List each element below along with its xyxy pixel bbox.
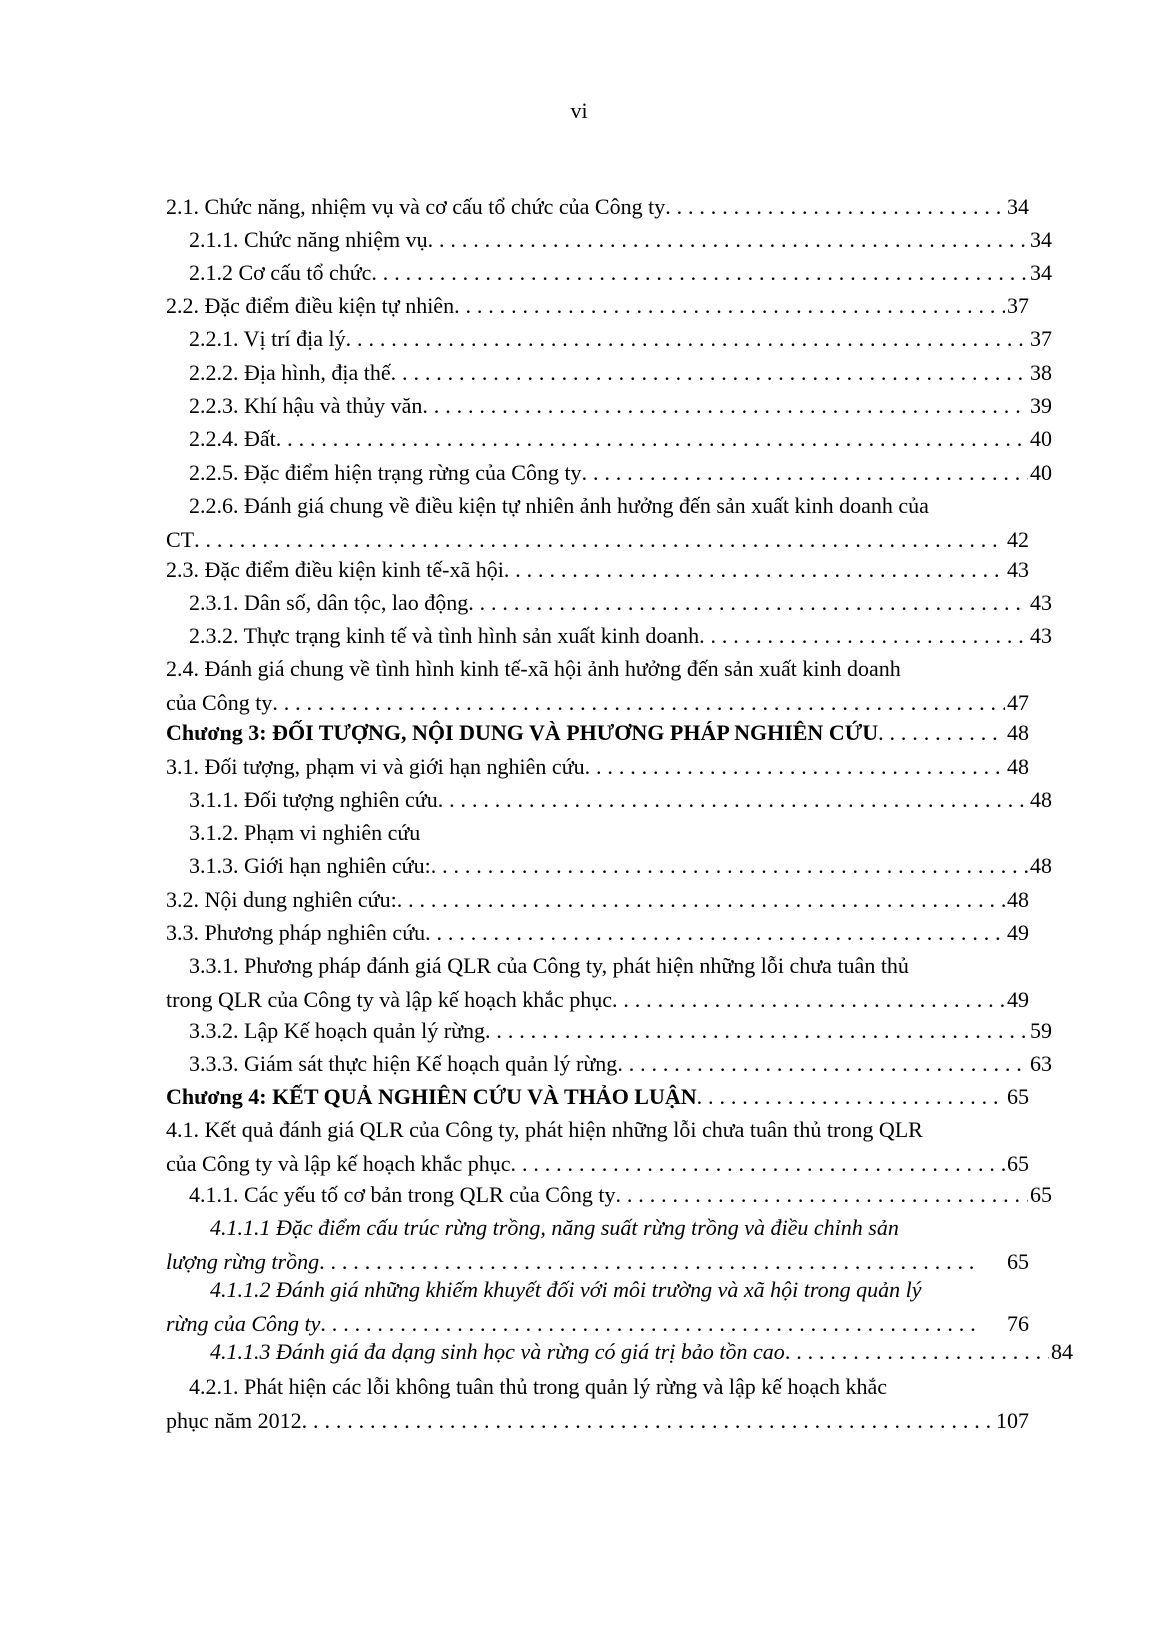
toc-label: 2.1.1. Chức năng nhiệm vụ [189,227,428,252]
toc-label: rừng của Công ty [166,1311,321,1336]
toc-entry-4-1-1[interactable] [166,1178,1052,1212]
toc-label: của Công ty [166,690,273,715]
toc-label: 2.2.4. Đất [189,426,276,451]
dot-leader [665,190,1005,224]
toc-entry-4-1-1-2[interactable] [166,1273,1029,1341]
toc-label: 3.1.1. Đối tượng nghiên cứu [189,787,438,812]
dot-leader [697,1080,1005,1114]
toc-page: 49 [1007,920,1029,945]
toc-label-line1: 4.1.1.1 Đặc điểm cấu trúc rừng trồng, năng suất rừng trồng và điều chỉnh sản [210,1215,899,1240]
dot-leader [785,1335,1049,1369]
toc-label: 3.3.3. Giám sát thực hiện Kế hoạch quản lý rừng [189,1051,618,1076]
toc-page: 49 [1007,987,1029,1012]
page-number: vi [570,98,588,123]
toc-entry-3-1-3[interactable] [166,849,1052,883]
dot-leader [391,356,1028,390]
toc-label-line1: 2.4. Đánh giá chung về tình hình kinh tế-xã hội ảnh hưởng đến sản xuất kinh doanh [166,656,901,681]
toc-page: 34 [1030,260,1052,285]
toc-page: 37 [1030,326,1052,351]
toc-page: 47 [1007,690,1029,715]
toc-page: 40 [1030,426,1052,451]
toc-entry-2-2[interactable] [166,289,1029,323]
dot-leader [346,322,1028,356]
toc-entry-2-3-2[interactable] [166,619,1052,653]
toc-entry-3-1-2[interactable] [166,816,1052,850]
toc-label: 2.3.1. Dân số, dân tộc, lao động [189,590,469,615]
toc-label: 2.3. Đặc điểm điều kiện kinh tế-xã hội [166,557,504,582]
toc-page: 59 [1030,1018,1052,1043]
toc-entry-2-1-1[interactable] [166,223,1052,257]
toc-page: 65 [1007,1249,1029,1274]
toc-entry-2-3[interactable] [166,553,1029,587]
dot-leader [617,1047,1028,1081]
dot-leader [582,456,1028,490]
dot-leader [699,619,1028,653]
toc-page: 48 [1007,720,1029,745]
toc-label: lượng rừng trồng [166,1249,320,1274]
toc-entry-3-2[interactable] [166,883,1029,917]
toc-label: phục năm 2012 [166,1408,302,1433]
toc-label: Chương 4: KẾT QUẢ NGHIÊN CỨU VÀ THẢO LUẬN [166,1084,697,1109]
toc-page: 84 [1051,1339,1073,1364]
toc-entry-3-3-2[interactable] [166,1014,1052,1048]
toc-page: 107 [996,1408,1029,1433]
toc-label: 3.1.3. Giới hạn nghiên cứu: [189,853,431,878]
dot-leader [511,1147,1005,1181]
toc-label: của Công ty và lập kế hoạch khắc phục [166,1151,511,1176]
toc-page: 34 [1030,227,1052,252]
toc-page: 65 [1007,1151,1029,1176]
toc-page: 76 [1007,1311,1029,1336]
dot-leader [397,883,1005,917]
toc-entry-3-3-1[interactable] [166,949,1029,1017]
toc-entry-2-4[interactable] [166,652,1029,720]
toc-label: 4.1.1.3 Đánh giá đa dạng sinh học và rừng có giá trị bảo tồn cao [210,1339,785,1364]
toc-label: 2.2.5. Đặc điểm hiện trạng rừng của Công ty [189,460,582,485]
toc-page: 48 [1030,787,1052,812]
toc-label: 4.1.1. Các yếu tố cơ bản trong QLR của Công ty [189,1182,616,1207]
toc-page: 43 [1007,557,1029,582]
toc-entry-2-2-6[interactable] [166,489,1029,557]
toc-entry-4-2-1[interactable] [166,1370,1029,1438]
toc-label: 2.2.3. Khí hậu và thủy văn [189,393,423,418]
toc-entry-3-3-3[interactable] [166,1047,1052,1081]
toc-entry-2-2-5[interactable] [166,456,1052,490]
toc-entry-3-1-1[interactable] [166,783,1052,817]
toc-entry-chapter-4[interactable] [166,1080,1029,1114]
toc-entry-4-1[interactable] [166,1113,1029,1181]
toc-page: 34 [1007,194,1029,219]
dot-leader [194,523,1005,557]
toc-label: 3.2. Nội dung nghiên cứu: [166,887,397,912]
toc-entry-3-3[interactable] [166,916,1029,950]
toc-entry-2-2-2[interactable] [166,356,1052,390]
dot-leader [585,750,1005,784]
dot-leader [504,553,1005,587]
toc-label: 2.2. Đặc điểm điều kiện tự nhiên [166,293,455,318]
dot-leader [428,223,1028,257]
toc-label: 2.1. Chức năng, nhiệm vụ và cơ cấu tổ chức của Công ty [166,194,666,219]
toc-page: 65 [1030,1182,1052,1207]
dot-leader [276,422,1028,456]
toc-page: 65 [1007,1084,1029,1109]
toc-label: 2.1.2 Cơ cấu tổ chức [189,260,372,285]
toc-label-line1: 4.1. Kết quả đánh giá QLR của Công ty, phát hiện những lỗi chưa tuân thủ trong QLR [166,1117,923,1142]
toc-label-line1: 2.2.6. Đánh giá chung về điều kiện tự nhiên ảnh hưởng đến sản xuất kinh doanh của [189,493,929,518]
dot-leader [616,1178,1029,1212]
toc-entry-4-1-1-1[interactable] [166,1211,1029,1279]
dot-leader [878,716,1005,750]
toc-entry-2-3-1[interactable] [166,586,1052,620]
dot-leader [468,586,1028,620]
toc-entry-2-1[interactable] [166,190,1029,224]
toc-entry-3-1[interactable] [166,750,1029,784]
toc-page: 37 [1007,293,1029,318]
toc-entry-2-1-2[interactable] [166,256,1052,290]
dot-leader [431,849,1028,883]
dot-leader [485,1014,1028,1048]
dot-leader [371,256,1028,290]
dot-leader [302,1404,994,1438]
toc-label: 3.3.2. Lập Kế hoạch quản lý rừng [189,1018,486,1043]
toc-page: 63 [1030,1051,1052,1076]
toc-page: 43 [1030,590,1052,615]
toc-label-line1: 4.2.1. Phát hiện các lỗi không tuân thủ trong quản lý rừng và lập kế hoạch khắc [189,1374,888,1399]
dot-leader [422,389,1028,423]
toc-label: CT [166,527,195,552]
toc-page: 48 [1007,754,1029,779]
toc-label: 2.2.2. Địa hình, địa thế [189,360,391,385]
toc-label: trong QLR của Công ty và lập kế hoạch khắc phục [166,987,612,1012]
toc-label: 3.3. Phương pháp nghiên cứu [166,920,426,945]
toc-page: 48 [1007,887,1029,912]
toc-page: 43 [1030,623,1052,648]
toc-label-line1: 4.1.1.2 Đánh giá những khiếm khuyết đối với môi trường và xã hội trong quản lý [210,1277,922,1302]
toc-label: 3.1.2. Phạm vi nghiên cứu [189,820,421,845]
toc-page: 40 [1030,460,1052,485]
dot-leader [425,916,1005,950]
toc-label: 3.1. Đối tượng, phạm vi và giới hạn nghiên cứu [166,754,585,779]
toc-label-line1: 3.3.1. Phương pháp đánh giá QLR của Công ty, phát hiện những lỗi chưa tuân thủ [189,953,909,978]
toc-entry-2-2-3[interactable] [166,389,1052,423]
toc-page: 48 [1030,853,1052,878]
dot-leader [612,983,1005,1017]
toc-entry-chapter-3[interactable] [166,716,1029,750]
toc-entry-2-2-1[interactable] [166,322,1052,356]
toc-label: 2.2.1. Vị trí địa lý [189,326,346,351]
toc-label: 2.3.2. Thực trạng kinh tế và tình hình sản xuất kinh doanh [189,623,700,648]
toc-page: 38 [1030,360,1052,385]
toc-page: 42 [1007,527,1029,552]
toc-entry-4-1-1-3[interactable] [166,1335,1073,1369]
dot-leader [438,783,1028,817]
toc-page: 39 [1030,393,1052,418]
toc-label: Chương 3: ĐỐI TƯỢNG, NỘI DUNG VÀ PHƯƠNG PHÁP NGHIÊN CỨU [166,720,879,745]
dot-leader [454,289,1005,323]
toc-entry-2-2-4[interactable] [166,422,1052,456]
dot-leader [272,686,1005,720]
